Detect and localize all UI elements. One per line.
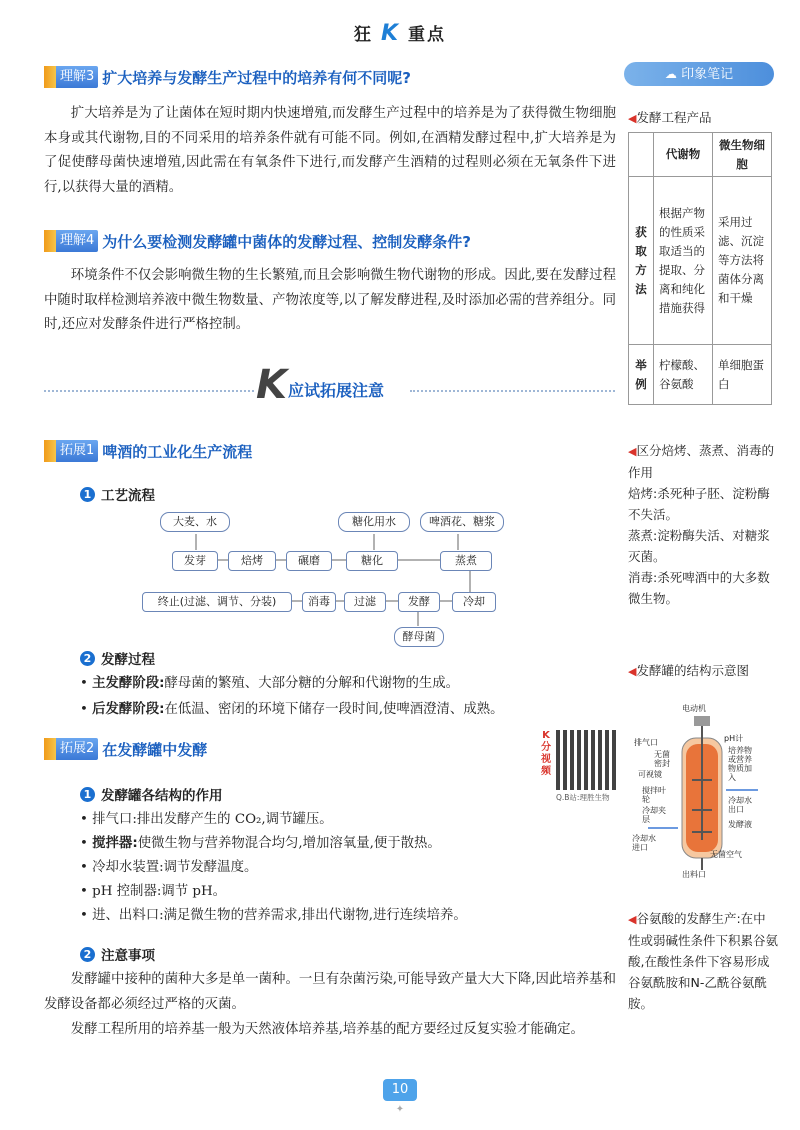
note-text: 谷氨酸的发酵生产:在中性或弱碱性条件下积累谷氨酸,在酸性条件下容易形成谷氨酰胺和N-乙酰谷氨酰胺。 <box>628 911 779 1011</box>
number-1-icon: 1 <box>80 787 95 802</box>
section-paragraph: 发酵罐中接种的菌种大多是单一菌种。一旦有杂菌污染,可能导致产量大大下降,因此培养基和发酵设备都必须经过严格的灭菌。 <box>44 972 616 1012</box>
k-logo-icon: K <box>380 21 401 46</box>
table-row-head: 获取方法 <box>629 177 654 345</box>
bullet-text: 排气口:排出发酵产生的 CO₂,调节罐压。 <box>92 812 333 827</box>
bullet-text: 在低温、密闭的环境下储存一段时间,使啤酒澄清、成熟。 <box>164 702 504 717</box>
sub-heading-text: 发酵罐各结构的作用 <box>101 788 223 804</box>
triangle-icon: ◀ <box>628 112 637 125</box>
flow-node: 碾磨 <box>286 551 332 571</box>
section-paragraph: 扩大培养是为了让菌体在短时期内快速增殖,而发酵生产过程中的培养是为了获得微生物细胞本身或其代谢物,目的不同采用的培养条件就有可能不同。例如,在酒精发酵过程中,扩大培养是为了促使酵母菌快速增殖,因此需在有氧条件下进行,而发酵产生酒精的过程则必须在无氧条件下进行,以获得大量的酒精。 <box>44 106 616 195</box>
table-cell: 根据产物的性质采取适当的提取、分离和纯化措施获得 <box>654 177 713 345</box>
section-title: 在发酵罐中发酵 <box>102 740 208 759</box>
section-heading-3 <box>44 440 252 462</box>
note-title <box>628 108 711 129</box>
flow-node: 焙烤 <box>228 551 276 571</box>
sub-heading-text: 发酵过程 <box>101 652 155 668</box>
section-tag: 理解4 <box>44 230 98 252</box>
section-tag: 拓展2 <box>44 738 98 760</box>
table-cell: 柠檬酸、谷氨酸 <box>654 345 713 405</box>
diagram-label: 冷却水出口 <box>728 796 752 814</box>
triangle-icon: ◀ <box>628 665 637 678</box>
bullet-label: 后发酵阶段: <box>92 702 165 717</box>
diagram-label: pH计 <box>724 734 744 743</box>
header-left: 狂 <box>354 25 374 45</box>
notes-label-text: 印象笔记 <box>681 67 734 82</box>
notes-icon: ☁ <box>664 67 677 81</box>
diagram-label: 出料口 <box>682 870 706 879</box>
fermenter-labels <box>628 704 778 880</box>
table-corner <box>629 133 654 177</box>
triangle-icon: ◀ <box>628 445 637 458</box>
section-title: 为什么要检测发酵罐中菌体的发酵过程、控制发酵条件? <box>102 232 471 251</box>
table-header: 代谢物 <box>654 133 713 177</box>
section-heading-1 <box>44 66 411 88</box>
list-item: • 主发酵阶段:酵母菌的繁殖、大部分糖的分解和代谢物的生成。 <box>80 676 460 691</box>
note-title-text: 发酵工程产品 <box>636 110 712 125</box>
banner-title: 应试拓展注意 <box>288 381 385 400</box>
note-line: 焙烤:杀死种子胚、淀粉酶不失活。 <box>628 486 770 522</box>
page-header <box>0 20 800 46</box>
page-number: 10 <box>383 1079 417 1101</box>
note-title-text: 区分焙烤、蒸煮、消毒的作用 <box>628 443 774 480</box>
sub-heading <box>80 944 155 964</box>
list-item: • 进、出料口:满足微生物的营养需求,排出代谢物,进行连续培养。 <box>80 908 467 923</box>
bullet-text: 酵母菌的繁殖、大部分糖的分解和代谢物的生成。 <box>164 676 460 691</box>
bird-icon: ✦ <box>395 1104 405 1115</box>
sub-heading <box>80 484 155 504</box>
diagram-label: 无菌空气 <box>710 850 742 859</box>
bullet-text: 冷却水装置:调节发酵温度。 <box>92 860 258 875</box>
note-2 <box>628 440 778 609</box>
flow-node: 发芽 <box>172 551 218 571</box>
flow-node: 终止(过滤、调节、分装) <box>142 592 292 612</box>
flow-node: 糖化用水 <box>338 512 410 532</box>
section-tag: 拓展1 <box>44 440 98 462</box>
diagram-label: 可视镜 <box>638 770 662 779</box>
number-2-icon: 2 <box>80 651 95 666</box>
flow-node: 酵母菌 <box>394 627 444 647</box>
flow-node: 大麦、水 <box>160 512 230 532</box>
flow-node: 发酵 <box>398 592 440 612</box>
list-item: • 冷却水装置:调节发酵温度。 <box>80 860 258 875</box>
qr-caption: Q.B站:理胜生物 <box>556 793 610 802</box>
bullet-label: 主发酵阶段: <box>92 676 165 691</box>
bullet-text: 进、出料口:满足微生物的营养需求,排出代谢物,进行连续培养。 <box>92 908 467 923</box>
section-heading-4 <box>44 738 207 760</box>
flow-node: 冷却 <box>452 592 496 612</box>
list-item: • 排气口:排出发酵产生的 CO₂,调节罐压。 <box>80 812 333 827</box>
note-line: 消毒:杀死啤酒中的大多数微生物。 <box>628 570 770 606</box>
bullet-text: 使微生物与营养物混合均匀,增加溶氧量,便于散热。 <box>137 836 441 851</box>
sub-heading-text: 注意事项 <box>101 948 155 964</box>
note-3-title <box>628 660 778 682</box>
table-cell: 采用过滤、沉淀等方法将菌体分离和干燥 <box>713 177 772 345</box>
qr-code-icon[interactable] <box>556 730 616 790</box>
flow-node: 过滤 <box>344 592 386 612</box>
notes-label <box>624 62 774 86</box>
diagram-label: 无菌密封 <box>654 750 670 768</box>
diagram-label: 冷却夹层 <box>642 806 666 824</box>
k-logo-icon: K <box>256 362 287 408</box>
flow-node: 啤酒花、糖浆 <box>420 512 504 532</box>
sub-heading-text: 工艺流程 <box>101 488 155 504</box>
list-item: • pH 控制器:调节 pH。 <box>80 884 227 899</box>
flow-node: 蒸煮 <box>440 551 492 571</box>
section-title: 扩大培养与发酵生产过程中的培养有何不同呢? <box>102 68 411 87</box>
note-line: 蒸煮:淀粉酶失活、对糖浆灭菌。 <box>628 528 770 564</box>
note-4 <box>628 908 778 1014</box>
diagram-label: 搅拌叶轮 <box>642 786 666 804</box>
list-item: • 后发酵阶段:在低温、密闭的环境下储存一段时间,使啤酒澄清、成熟。 <box>80 702 504 717</box>
banner-divider-right <box>410 390 615 392</box>
section-tag: 理解3 <box>44 66 98 88</box>
qr-code-block[interactable] <box>538 730 616 804</box>
banner <box>256 362 408 410</box>
diagram-label: 电动机 <box>682 704 706 713</box>
list-item: • 搅拌器:使微生物与营养物混合均匀,增加溶氧量,便于散热。 <box>80 836 441 851</box>
section-title: 啤酒的工业化生产流程 <box>102 442 253 461</box>
diagram-label: 排气口 <box>634 738 658 747</box>
table-row-head: 举例 <box>629 345 654 405</box>
diagram-label: 培养物或营养物质加入 <box>728 746 752 782</box>
bullet-text: pH 控制器:调节 pH。 <box>92 884 227 899</box>
note-title-text: 发酵罐的结构示意图 <box>636 663 749 678</box>
number-2-icon: 2 <box>80 947 95 962</box>
table-cell: 单细胞蛋白 <box>713 345 772 405</box>
qr-side-label: K分视频 <box>541 730 551 777</box>
section-heading-2 <box>44 230 471 252</box>
flow-node: 糖化 <box>346 551 398 571</box>
number-1-icon: 1 <box>80 487 95 502</box>
diagram-label: 发酵液 <box>728 820 752 829</box>
table-header: 微生物细胞 <box>713 133 772 177</box>
sub-heading <box>80 784 223 804</box>
flow-node: 消毒 <box>302 592 336 612</box>
bullet-label: 搅拌器: <box>92 836 138 851</box>
section-paragraph: 环境条件不仅会影响微生物的生长繁殖,而且会影响微生物代谢物的形成。因此,要在发酵过程中随时取样检测培养液中微生物数量、产物浓度等,以了解发酵进程,及时添加必需的营养组分。同时,还应对发酵条件进行严格控制。 <box>44 268 616 332</box>
header-right: 重点 <box>407 25 446 45</box>
diagram-label: 冷却水进口 <box>632 834 656 852</box>
triangle-icon: ◀ <box>628 913 637 926</box>
section-paragraph: 发酵工程所用的培养基一般为天然液体培养基,培养基的配方要经过反复实验才能确定。 <box>70 1022 584 1037</box>
sub-heading <box>80 648 155 668</box>
banner-divider-left <box>44 390 254 392</box>
product-table <box>628 132 772 405</box>
